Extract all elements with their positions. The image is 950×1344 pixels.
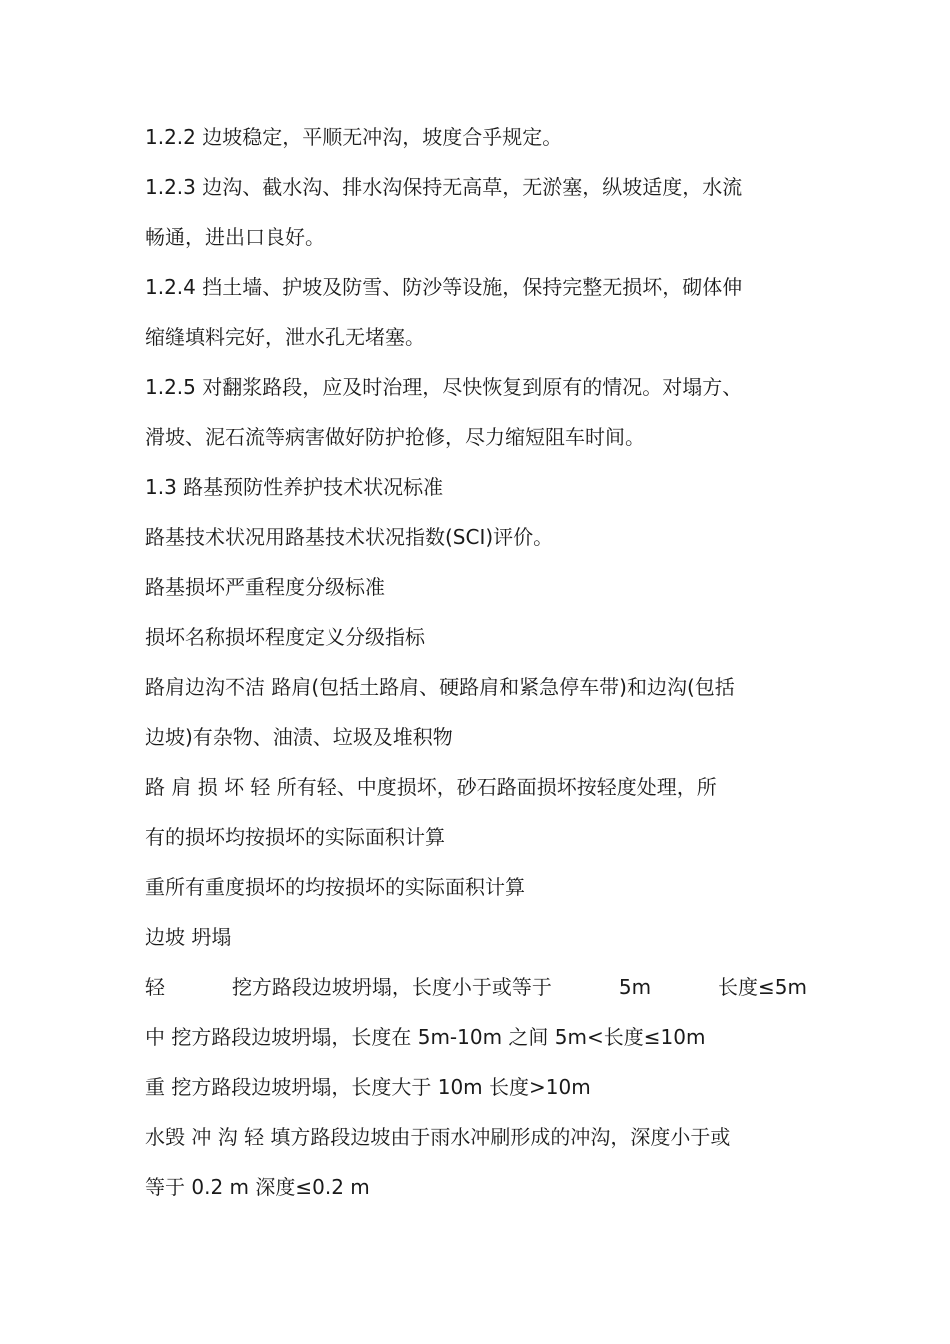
- indicator-light: 长度≤5m: [718, 975, 807, 999]
- row-shoulder-damage-line-2: 有的损坏均按损坏的实际面积计算: [145, 825, 445, 849]
- definition-light: 挖方路段边坡坍塌，长度小于或等于: [231, 975, 552, 999]
- row-slope-collapse-medium: 中 挖方路段边坡坍塌，长度在 5m-10m 之间 5m<长度≤10m: [145, 1025, 706, 1049]
- paragraph-1-2-3-line-2: 畅通，进出口良好。: [145, 225, 325, 249]
- row-slope-collapse-heavy: 重 挖方路段边坡坍塌，长度大于 10m 长度>10m: [145, 1075, 591, 1099]
- threshold-value: 5m: [618, 975, 652, 999]
- table-header: 损坏名称损坏程度定义分级指标: [145, 625, 425, 649]
- table-title: 路基损坏严重程度分级标准: [145, 575, 385, 599]
- section-heading-1-3: 1.3 路基预防性养护技术状况标准: [145, 475, 444, 499]
- paragraph-1-2-2: 1.2.2 边坡稳定，平顺无冲沟，坡度合乎规定。: [145, 125, 563, 149]
- row-shoulder-damage-line-1: 路 肩 损 坏 轻 所有轻、中度损坏，砂石路面损坏按轻度处理，所: [145, 775, 717, 799]
- row-washout-gully-line-1: 水毁 冲 沟 轻 填方路段边坡由于雨水冲刷形成的冲沟，深度小于或: [145, 1125, 731, 1149]
- paragraph-1-2-4-line-1: 1.2.4 挡土墙、护坡及防雪、防沙等设施，保持完整无损坏，砌体伸: [145, 275, 743, 299]
- document-body: [145, 112, 807, 1212]
- paragraph-1-2-5-line-2: 滑坡、泥石流等病害做好防护抢修，尽力缩短阻车时间。: [145, 425, 645, 449]
- row-shoulder-dirty-line-1: 路肩边沟不洁 路肩(包括土路肩、硬路肩和紧急停车带)和边沟(包括: [145, 675, 735, 699]
- paragraph-1-2-3-line-1: 1.2.3 边沟、截水沟、排水沟保持无高草，无淤塞，纵坡适度，水流: [145, 175, 743, 199]
- severity-light: 轻: [145, 975, 165, 999]
- row-slope-collapse-title: 边坡 坍塌: [145, 925, 232, 949]
- paragraph-1-2-5-line-1: 1.2.5 对翻浆路段，应及时治理，尽快恢复到原有的情况。对塌方、: [145, 375, 743, 399]
- paragraph-1-2-4-line-2: 缩缝填料完好，泄水孔无堵塞。: [145, 325, 425, 349]
- row-washout-gully-line-2: 等于 0.2 m 深度≤0.2 m: [145, 1175, 370, 1199]
- row-shoulder-dirty-line-2: 边坡)有杂物、油渍、垃圾及堆积物: [145, 725, 453, 749]
- row-shoulder-damage-heavy: 重所有重度损坏的均按损坏的实际面积计算: [145, 875, 525, 899]
- row-slope-collapse-light: [145, 962, 807, 1012]
- paragraph-sci: 路基技术状况用路基技术状况指数(SCI)评价。: [145, 525, 554, 549]
